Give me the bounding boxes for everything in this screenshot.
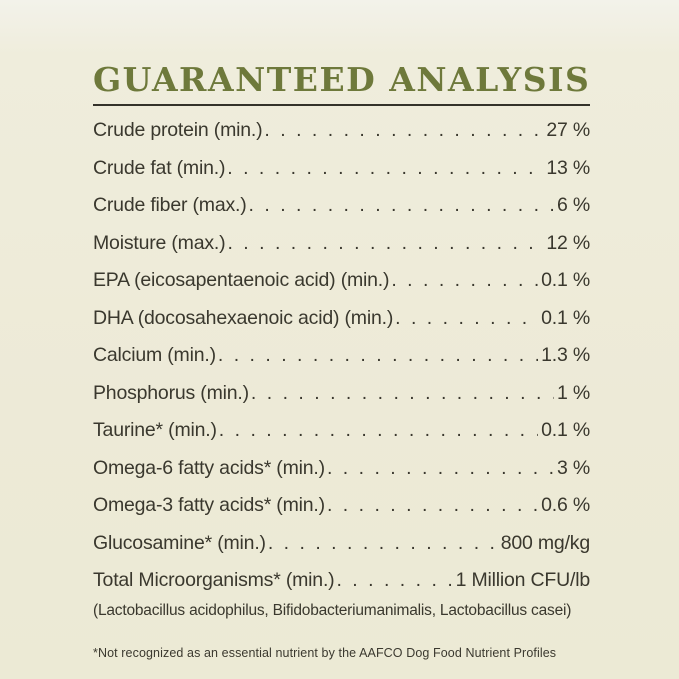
analysis-row-crude-fiber xyxy=(93,187,590,225)
nutrient-label: Crude fiber (max.) xyxy=(93,194,247,217)
analysis-row-omega3 xyxy=(93,487,590,525)
nutrient-value: 0.1 % xyxy=(541,306,590,329)
dot-leader xyxy=(268,525,498,563)
dot-leader xyxy=(327,487,538,525)
dot-leader xyxy=(336,562,452,600)
nutrient-value: 0.1 % xyxy=(541,419,590,442)
nutrient-label: Taurine* (min.) xyxy=(93,419,217,442)
analysis-row-crude-protein xyxy=(93,112,590,150)
nutrient-value: 6 % xyxy=(556,194,590,217)
nutrient-value: 1 Million CFU/lb xyxy=(455,569,590,592)
title-rule xyxy=(93,104,590,106)
dot-leader xyxy=(391,262,538,300)
dot-leader xyxy=(219,412,538,450)
nutrient-label: Phosphorus (min.) xyxy=(93,381,249,404)
dot-leader xyxy=(227,150,543,188)
dot-leader xyxy=(395,300,538,338)
dot-leader xyxy=(218,337,538,375)
microorganisms-species-note: (Lactobacillus acidophilus, Bifidobacteriumanimalis, Lactobacillus casei) xyxy=(93,601,572,619)
nutrient-label: Omega-6 fatty acids* (min.) xyxy=(93,456,325,479)
dot-leader xyxy=(327,450,554,488)
nutrient-label: Omega-3 fatty acids* (min.) xyxy=(93,494,325,517)
dot-leader xyxy=(264,112,543,150)
nutrient-label: Crude protein (min.) xyxy=(93,119,263,142)
nutrient-label: Crude fat (min.) xyxy=(93,156,226,179)
analysis-row-taurine xyxy=(93,412,590,450)
analysis-row-omega6 xyxy=(93,450,590,488)
nutrient-value: 3 % xyxy=(556,456,590,479)
analysis-row-total-microorganisms xyxy=(93,562,590,600)
nutrient-label: Total Microorganisms* (min.) xyxy=(93,569,335,592)
nutrient-value: 27 % xyxy=(546,119,590,142)
analysis-row-calcium xyxy=(93,337,590,375)
nutrient-value: 1.3 % xyxy=(541,344,590,367)
analysis-row-moisture xyxy=(93,225,590,263)
nutrient-value: 0.1 % xyxy=(541,269,590,292)
dot-leader xyxy=(249,187,554,225)
nutrient-label: Glucosamine* (min.) xyxy=(93,531,266,554)
nutrient-label: Moisture (max.) xyxy=(93,231,226,254)
nutrient-label: DHA (docosahexaenoic acid) (min.) xyxy=(93,306,394,329)
dot-leader xyxy=(251,375,554,413)
dot-leader xyxy=(227,225,543,263)
nutrient-value: 1 % xyxy=(556,381,590,404)
nutrient-value: 800 mg/kg xyxy=(500,531,590,554)
analysis-row-phosphorus xyxy=(93,375,590,413)
aafco-footnote: *Not recognized as an essential nutrient by the AAFCO Dog Food Nutrient Profiles xyxy=(93,645,557,660)
nutrient-value: 12 % xyxy=(546,231,590,254)
nutrient-label: Calcium (min.) xyxy=(93,344,216,367)
analysis-table xyxy=(93,112,590,619)
nutrient-value: 0.6 % xyxy=(541,494,590,517)
analysis-row-glucosamine xyxy=(93,525,590,563)
analysis-row-dha xyxy=(93,300,590,338)
nutrient-label: EPA (eicosapentaenoic acid) (min.) xyxy=(93,269,390,292)
analysis-row-epa xyxy=(93,262,590,300)
page-title: GUARANTEED ANALYSIS xyxy=(93,60,591,99)
analysis-row-crude-fat xyxy=(93,150,590,188)
nutrient-value: 13 % xyxy=(546,156,590,179)
